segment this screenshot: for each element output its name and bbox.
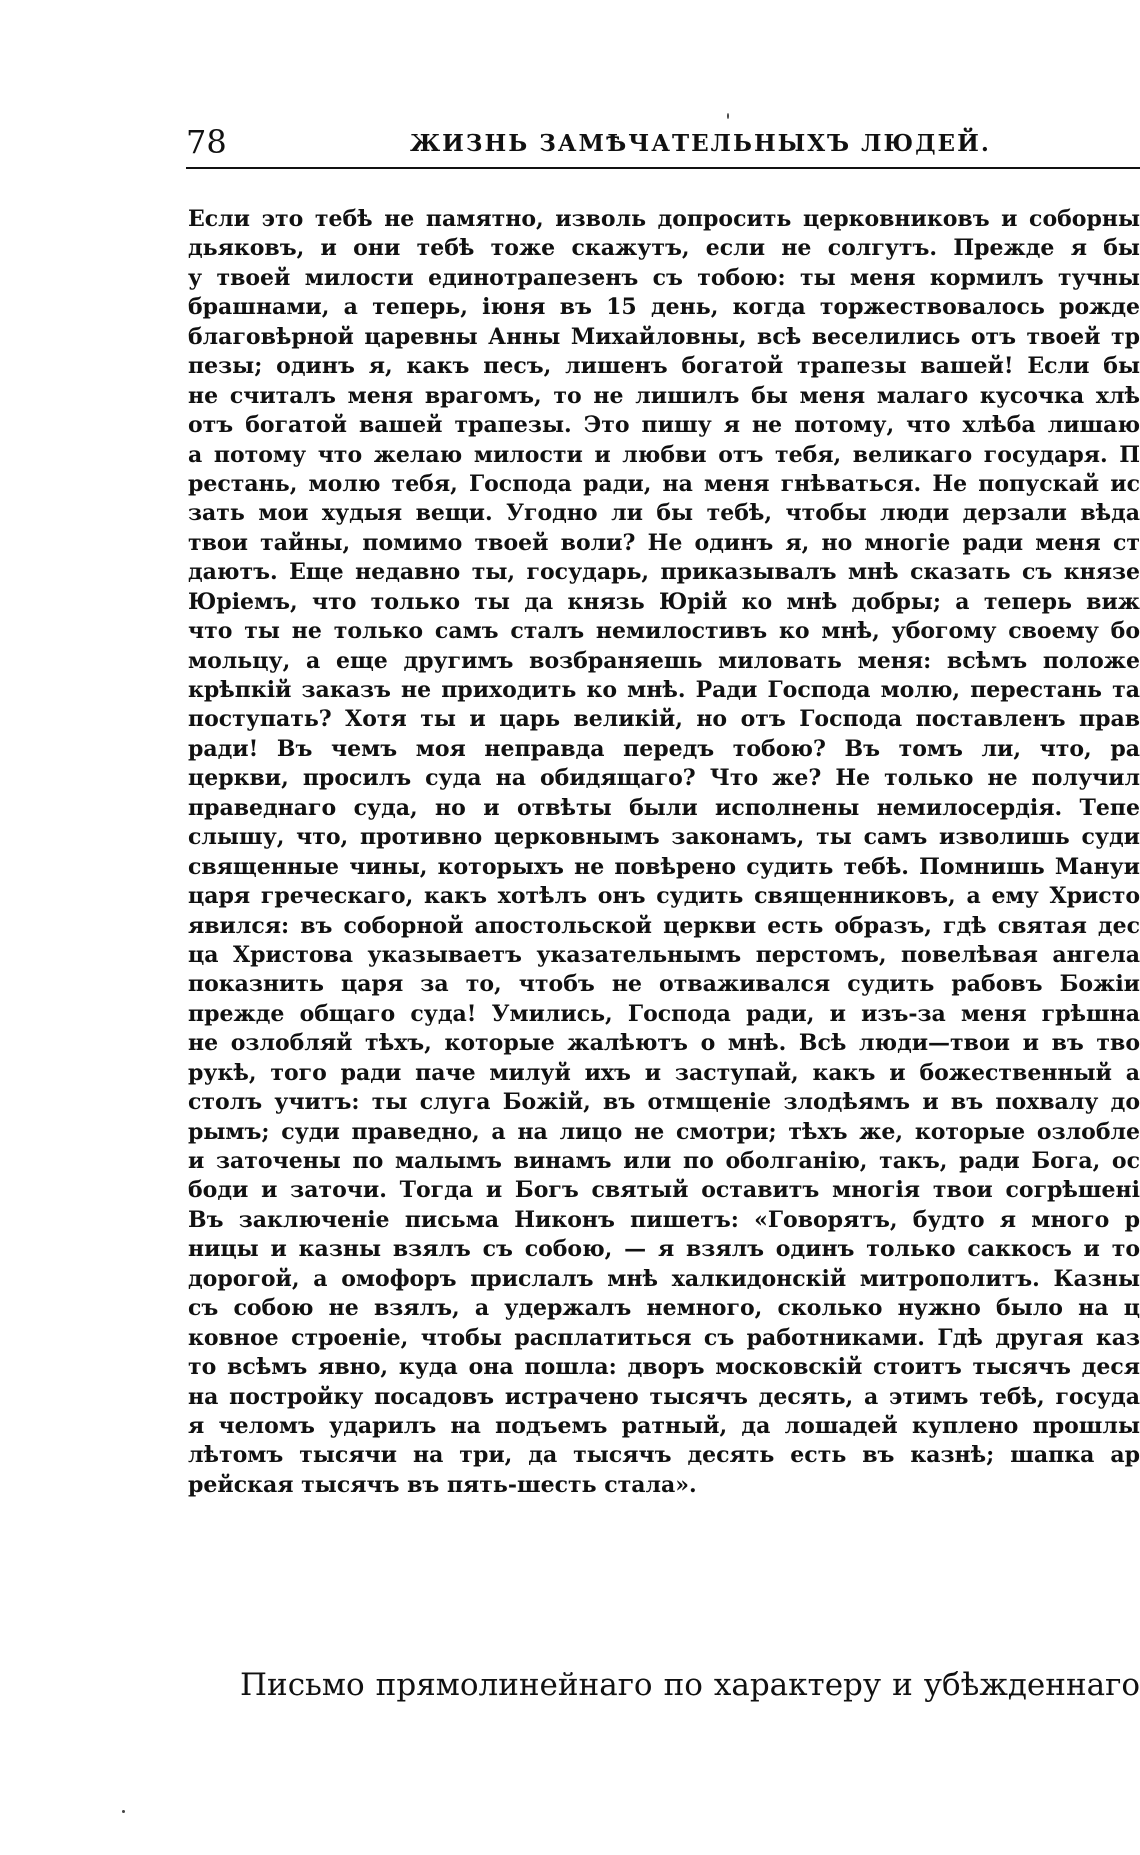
text-line: крѣпкій заказъ не приходить ко мнѣ. Ради Господа молю, перестань та bbox=[188, 677, 1140, 703]
text-line: дорогой, а омофоръ прислалъ мнѣ халкидонскій митрополитъ. Казны bbox=[188, 1265, 1140, 1292]
text-line: Если это тебѣ не памятно, изволь допросить церковниковъ и соборны bbox=[188, 206, 1140, 232]
text-line: священные чины, которыхъ не повѣрено судить тебѣ. Помнишь Мануи bbox=[188, 853, 1140, 880]
text-line: брашнами, а теперь, іюня въ 15 день, когда торжествовалось рожде bbox=[188, 294, 1140, 321]
text-line: боди и заточи. Тогда и Богъ святый оставитъ многія твои согрѣшені bbox=[188, 1177, 1140, 1204]
text-line: то всѣмъ явно, куда она пошла: дворъ московскій стоитъ тысячъ деся bbox=[188, 1354, 1140, 1381]
page-number: 78 bbox=[186, 123, 227, 161]
text-line: ковное строеніе, чтобы расплатиться съ работниками. Гдѣ другая каз bbox=[188, 1324, 1140, 1351]
text-line: на постройку посадовъ истрачено тысячъ десять, а этимъ тебѣ, госуда bbox=[188, 1383, 1140, 1410]
scan-speck bbox=[727, 113, 729, 119]
text-line: ради! Въ чемъ моя неправда передъ тобою? Въ томъ ли, что, ра bbox=[188, 735, 1140, 762]
text-line: не считалъ меня врагомъ, то не лишилъ бы меня малаго кусочка хлѣ bbox=[188, 382, 1140, 409]
text-line: показнить царя за то, чтобъ не отваживался судить рабовъ Божіи bbox=[188, 971, 1140, 998]
text-line: рестань, молю тебя, Господа ради, на меня гнѣваться. Не попускай ис bbox=[188, 470, 1140, 497]
running-head bbox=[186, 122, 1140, 172]
text-line: ницы и казны взялъ съ собою, — я взялъ одинъ только саккосъ и то bbox=[188, 1236, 1140, 1263]
text-line: праведнаго суда, но и отвѣты были исполнены немилосердія. Тепе bbox=[188, 794, 1140, 821]
running-title: ЖИЗНЬ ЗАМѢЧАТЕЛЬНЫХЪ ЛЮДЕЙ. bbox=[410, 130, 991, 157]
text-line: столъ учитъ: ты слуга Божій, въ отмщеніе злодѣямъ и въ похвалу до bbox=[188, 1089, 1140, 1116]
text-line: прежде общаго суда! Умились, Господа ради, и изъ-за меня грѣшна bbox=[188, 1000, 1140, 1027]
text-line: мольцу, а еще другимъ возбраняешь миловать меня: всѣмъ положе bbox=[188, 647, 1140, 674]
header-rule bbox=[186, 167, 1140, 169]
text-line: пезы; одинъ я, какъ песъ, лишенъ богатой трапезы вашей! Если бы bbox=[188, 353, 1140, 380]
scan-speck bbox=[122, 1810, 125, 1813]
text-line: отъ богатой вашей трапезы. Это пишу я не потому, что хлѣба лишаю bbox=[188, 412, 1140, 439]
text-line: не озлобляй тѣхъ, которые жалѣютъ о мнѣ. Всѣ люди—твои и въ тво bbox=[188, 1030, 1140, 1057]
text-line: благовѣрной царевны Анны Михайловны, всѣ веселились отъ твоей тр bbox=[188, 323, 1140, 350]
text-line: что ты не только самъ сталъ немилостивъ ко мнѣ, убогому своему бо bbox=[188, 618, 1140, 645]
text-line: явился: въ соборной апостольской церкви есть образъ, гдѣ святая дес bbox=[188, 912, 1140, 939]
text-line: рукѣ, того ради паче милуй ихъ и заступай, какъ и божественный а bbox=[188, 1059, 1140, 1086]
text-line: слышу, что, противно церковнымъ законамъ, ты самъ изволишь суди bbox=[188, 824, 1140, 851]
text-line: ца Христова указываетъ указательнымъ перстомъ, повелѣвая ангела bbox=[188, 941, 1140, 968]
text-line: лѣтомъ тысячи на три, да тысячъ десять есть въ казнѣ; шапка ар bbox=[188, 1442, 1140, 1469]
section-opening-line: Письмо прямолинейнаго по характеру и убѣжденнаго bbox=[240, 1667, 1140, 1703]
text-line: рымъ; суди праведно, а на лицо не смотри; тѣхъ же, которые озлобле bbox=[188, 1118, 1140, 1145]
text-line: церкви, просилъ суда на обидящаго? Что же? Не только не получил bbox=[188, 765, 1140, 792]
text-line: даютъ. Еще недавно ты, государь, приказывалъ мнѣ сказать съ князе bbox=[188, 559, 1140, 586]
text-line: царя греческаго, какъ хотѣлъ онъ судить священниковъ, а ему Христо bbox=[188, 883, 1140, 910]
text-line: поступать? Хотя ты и царь великій, но отъ Господа поставленъ прав bbox=[188, 706, 1140, 733]
body-text bbox=[188, 205, 1140, 1500]
text-line: Юріемъ, что только ты да князь Юрій ко мнѣ добры; а теперь виж bbox=[188, 588, 1140, 615]
text-line: дьяковъ, и они тебѣ тоже скажутъ, если не солгутъ. Прежде я бы bbox=[188, 235, 1140, 262]
text-line: рейская тысячъ въ пять-шесть стала». bbox=[188, 1471, 697, 1498]
text-line: и заточены по малымъ винамъ или по оболганію, такъ, ради Бога, ос bbox=[188, 1148, 1140, 1174]
text-line: съ собою не взялъ, а удержалъ немного, сколько нужно было на ц bbox=[188, 1295, 1140, 1322]
text-line: у твоей милости единотрапезенъ съ тобою: ты меня кормилъ тучны bbox=[188, 264, 1140, 291]
text-line: а потому что желаю милости и любви отъ тебя, великаго государя. П bbox=[188, 441, 1140, 468]
text-line: зать мои худыя вещи. Угодно ли бы тебѣ, чтобы люди дерзали вѣда bbox=[188, 500, 1140, 527]
text-line: твои тайны, помимо твоей воли? Не одинъ я, но многіе ради меня ст bbox=[188, 529, 1140, 556]
text-line: я челомъ ударилъ на подъемъ ратный, да лошадей куплено прошлы bbox=[188, 1412, 1140, 1439]
text-line: Въ заключеніе письма Никонъ пишетъ: «Говорятъ, будто я много р bbox=[188, 1206, 1140, 1233]
